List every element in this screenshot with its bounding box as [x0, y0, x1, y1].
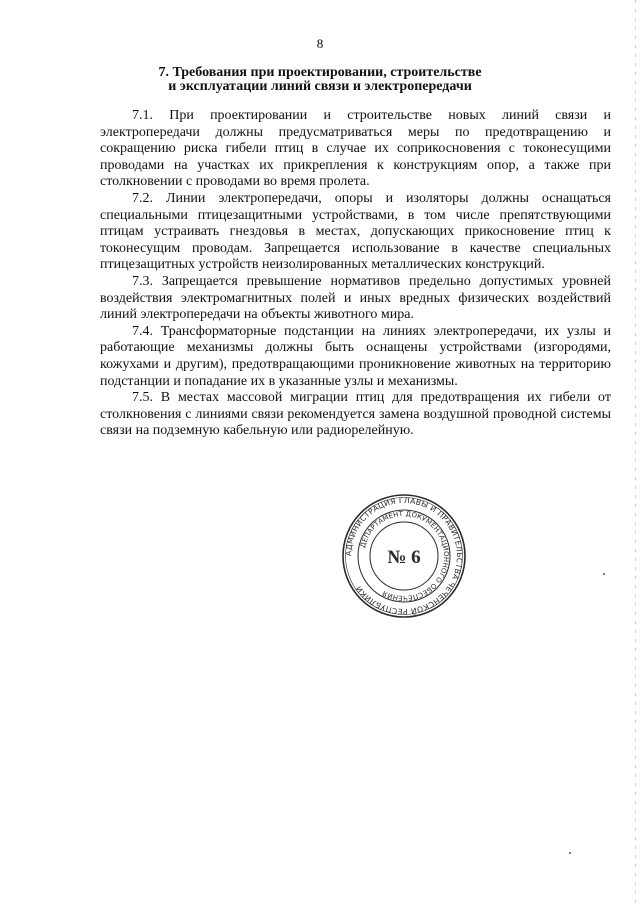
paragraph-7-5: 7.5. В местах массовой миграции птиц для предотвращения их гибели от столкновения с линиями связи рекомендуется замена воздушной проводной системы связи на подземную кабельную или радиорелейную.	[100, 390, 611, 439]
section-title-line-2: и эксплуатации линий связи и электропередачи	[168, 79, 472, 94]
paragraph-7-2: 7.2. Линии электропередачи, опоры и изоляторы должны оснащаться специальными птицезащитными устройствами, в том числе препятствующими птицам устраивать гнездовья в местах, допускающих прикосновение птиц к токонесущим проводам. Запрещается использование в качестве специальных птицезащитных устройств неизолированных металлических конструкций.	[100, 190, 611, 273]
scan-edge-artifact	[635, 0, 636, 905]
stamp-number: № 6	[387, 547, 421, 568]
paragraph-7-3: 7.3. Запрещается превышение нормативов предельно допустимых уровней воздействия электромагнитных полей и иных вредных физических воздействий линий электропередачи на объекты животного мира.	[100, 273, 611, 323]
scan-speck	[569, 852, 571, 854]
paragraph-7-4: 7.4. Трансформаторные подстанции на линиях электропередачи, их узлы и работающие механизмы должны быть оснащены устройствами (изгородями, кожухами и другим), предотвращающими проникновение животных на территорию подстанции и попадание их в указанные узлы и механизмы.	[100, 323, 611, 389]
stamp-inner-text: ДЕПАРТАМЕНТ ДОКУМЕНТАЦИОННОГО ОБЕСПЕЧЕНИЯ	[358, 509, 451, 603]
section-body	[100, 108, 611, 440]
stamp-outer-text: АДМИНИСТРАЦИЯ ГЛАВЫ И ПРАВИТЕЛЬСТВА ЧЕЧЕНСКОЙ РЕСПУБЛИКИ	[343, 495, 465, 617]
official-stamp	[341, 493, 467, 619]
section-heading	[100, 66, 540, 94]
section-title-line-1: 7. Требования при проектировании, строительстве	[158, 65, 482, 80]
scan-speck	[603, 573, 605, 575]
paragraph-7-1: 7.1. При проектировании и строительстве новых линий связи и электропередачи должны предусматриваться меры по предотвращению и сокращению риска гибели птиц в случае их соприкосновения с токонесущими проводами на участках их прикрепления к конструкциям опор, а также при столкновении с проводами во время пролета.	[100, 108, 611, 190]
page-number: 8	[316, 36, 324, 51]
